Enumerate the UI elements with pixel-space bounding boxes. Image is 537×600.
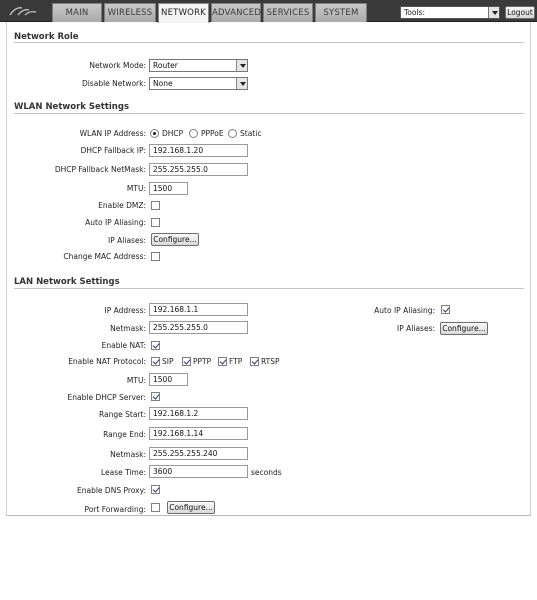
change-mac-address-label: Change MAC Address: xyxy=(63,252,146,261)
wlan-auto-ip-aliasing-checkbox[interactable] xyxy=(151,218,160,227)
wlan-ip-aliases-label: IP Aliases: xyxy=(108,236,146,245)
range-end-label: Range End: xyxy=(103,430,146,439)
lan-ip-aliases-label: IP Aliases: xyxy=(397,324,435,333)
port-forwarding-label: Port Forwarding: xyxy=(84,505,146,514)
section-title-network-role: Network Role xyxy=(14,32,79,42)
section-title-wlan: WLAN Network Settings xyxy=(14,102,130,112)
dhcp-fallback-netmask-input[interactable]: 255.255.255.0 xyxy=(149,163,248,176)
port-forwarding-configure-button[interactable]: Configure... xyxy=(167,501,215,514)
nat-ftp-checkbox[interactable] xyxy=(218,357,227,366)
lan-ip-address-label: IP Address: xyxy=(104,306,146,315)
port-forwarding-checkbox[interactable] xyxy=(151,503,160,512)
network-mode-value: Router xyxy=(153,61,178,70)
change-mac-address-checkbox[interactable] xyxy=(151,252,160,261)
lan-auto-ip-aliasing-label: Auto IP Aliasing: xyxy=(374,306,435,315)
nat-rtsp-checkbox[interactable] xyxy=(250,357,259,366)
nat-ftp-label: FTP xyxy=(229,357,243,366)
lan-mtu-input[interactable]: 1500 xyxy=(149,373,188,386)
chevron-down-icon xyxy=(488,7,499,18)
lan-ip-address-input[interactable]: 192.168.1.1 xyxy=(149,303,248,316)
tab-network[interactable]: NETWORK xyxy=(158,3,209,23)
tab-services[interactable]: SERVICES xyxy=(263,3,313,22)
radio-dhcp-label: DHCP xyxy=(162,129,184,138)
dhcp-fallback-ip-input[interactable]: 192.168.1.20 xyxy=(149,144,248,157)
tab-system[interactable]: SYSTEM xyxy=(315,3,367,22)
radio-pppoe[interactable] xyxy=(189,129,198,138)
enable-dns-proxy-label: Enable DNS Proxy: xyxy=(77,486,146,495)
lan-auto-ip-aliasing-checkbox[interactable] xyxy=(441,305,450,314)
wlan-ip-aliases-configure-button[interactable]: Configure... xyxy=(151,233,199,246)
section-divider xyxy=(14,288,524,289)
section-divider xyxy=(14,42,524,43)
network-mode-label: Network Mode: xyxy=(89,61,146,70)
dhcp-netmask-input[interactable]: 255.255.255.240 xyxy=(149,447,248,460)
content-panel xyxy=(6,22,531,516)
top-navigation-bar xyxy=(0,0,537,22)
tab-main[interactable]: MAIN xyxy=(52,3,102,22)
section-title-lan: LAN Network Settings xyxy=(14,277,120,287)
chevron-down-icon xyxy=(236,78,247,89)
logout-button[interactable]: Logout xyxy=(505,6,535,19)
lease-time-input[interactable]: 3600 xyxy=(149,465,248,478)
dhcp-fallback-netmask-label: DHCP Fallback NetMask: xyxy=(54,165,146,174)
wlan-mtu-input[interactable]: 1500 xyxy=(149,182,188,195)
enable-dmz-label: Enable DMZ: xyxy=(98,201,146,210)
section-divider xyxy=(14,113,524,114)
dhcp-netmask-label: Netmask: xyxy=(110,450,146,459)
disable-network-label: Disable Network: xyxy=(81,79,146,88)
wlan-ip-address-label: WLAN IP Address: xyxy=(79,129,146,138)
range-start-input[interactable]: 192.168.1.2 xyxy=(149,407,248,420)
radio-pppoe-label: PPPoE xyxy=(201,129,224,138)
tab-wireless[interactable]: WIRELESS xyxy=(104,3,156,22)
wlan-mtu-label: MTU: xyxy=(126,184,146,193)
nat-pptp-label: PPTP xyxy=(193,357,212,366)
chevron-down-icon xyxy=(236,60,247,71)
enable-nat-protocol-label: Enable NAT Protocol: xyxy=(68,357,146,366)
dhcp-fallback-ip-label: DHCP Fallback IP: xyxy=(80,146,146,155)
radio-dhcp[interactable] xyxy=(150,129,159,138)
lease-time-label: Lease Time: xyxy=(100,468,146,477)
nat-pptp-checkbox[interactable] xyxy=(182,357,191,366)
lease-time-unit: seconds xyxy=(251,468,282,477)
lan-ip-aliases-configure-button[interactable]: Configure... xyxy=(440,322,488,335)
enable-dmz-checkbox[interactable] xyxy=(151,201,160,210)
range-end-input[interactable]: 192.168.1.14 xyxy=(149,427,248,440)
enable-nat-label: Enable NAT: xyxy=(101,341,146,350)
nat-sip-label: SIP xyxy=(162,357,174,366)
enable-nat-checkbox[interactable] xyxy=(151,341,160,350)
tab-advanced[interactable]: ADVANCED xyxy=(211,3,261,22)
lan-netmask-label: Netmask: xyxy=(110,324,146,333)
tools-dropdown[interactable] xyxy=(400,6,500,19)
lan-netmask-input[interactable]: 255.255.255.0 xyxy=(149,321,248,334)
enable-dhcp-server-checkbox[interactable] xyxy=(151,392,160,401)
nat-rtsp-label: RTSP xyxy=(261,357,280,366)
radio-static-label: Static xyxy=(240,129,262,138)
tools-label: Tools: xyxy=(404,8,426,17)
range-start-label: Range Start: xyxy=(98,410,146,419)
radio-static[interactable] xyxy=(228,129,237,138)
lan-mtu-label: MTU: xyxy=(126,376,146,385)
enable-dns-proxy-checkbox[interactable] xyxy=(151,485,160,494)
wlan-auto-ip-aliasing-label: Auto IP Aliasing: xyxy=(85,218,146,227)
nat-sip-checkbox[interactable] xyxy=(151,357,160,366)
disable-network-value: None xyxy=(153,79,173,88)
ubiquiti-logo xyxy=(4,3,44,19)
network-mode-select[interactable] xyxy=(149,59,248,72)
enable-dhcp-server-label: Enable DHCP Server: xyxy=(67,393,146,402)
disable-network-select[interactable] xyxy=(149,77,248,90)
